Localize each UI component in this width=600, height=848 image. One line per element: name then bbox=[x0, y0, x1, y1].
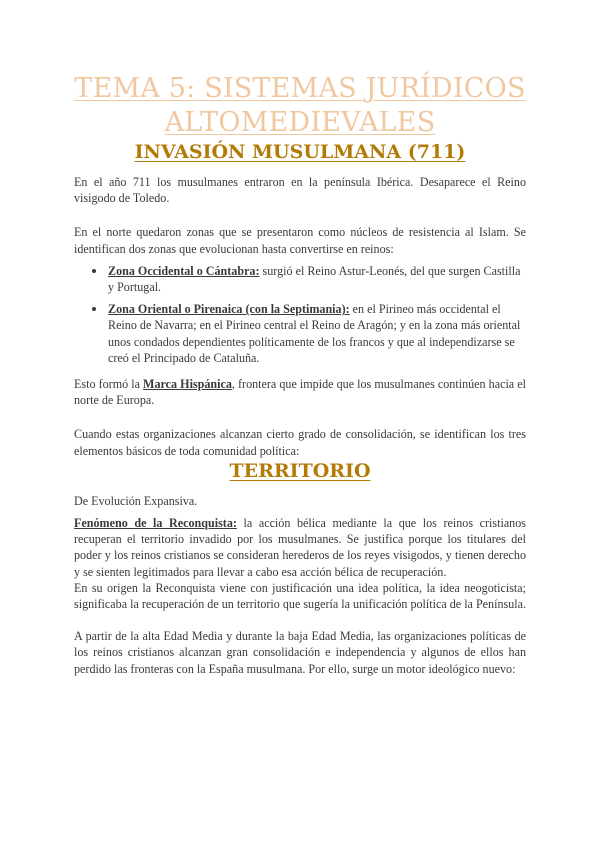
title-line-1: TEMA 5: SISTEMAS JURÍDICOS bbox=[74, 73, 526, 104]
list-item-text: surgió el Reino Astur-Leonés, del que surgen Castilla y Portugal. bbox=[108, 263, 521, 295]
paragraph-neogoticista: En su origen la Reconquista viene con justificación una idea política, la idea neogoticista; significaba la recuperación de un territorio que sugería la unificación política de la Península. bbox=[74, 580, 526, 612]
list-item-zona-oriental bbox=[74, 301, 526, 366]
paragraph-text: Esto formó la bbox=[74, 377, 144, 392]
paragraph-intro: En el año 711 los musulmanes entraron en la península Ibérica. Desaparece el Reino visigodo de Toledo. bbox=[74, 175, 526, 206]
term-zona-oriental: Zona Oriental o Pirenaica (con la Septimania): bbox=[108, 302, 350, 317]
paragraph-reconquista bbox=[74, 515, 526, 580]
zones-list bbox=[74, 263, 526, 366]
paragraph-text: , frontera que impide que los musulmanes continúen hacia el norte de Europa. bbox=[74, 377, 526, 408]
section-heading-invasion: INVASIÓN MUSULMANA (711) bbox=[134, 141, 466, 163]
paragraph-marca-hispanica bbox=[74, 376, 526, 408]
term-zona-occidental: Zona Occidental o Cántabra: bbox=[108, 263, 260, 278]
section-heading-territorio: TERRITORIO bbox=[229, 459, 371, 482]
term-reconquista: Fenómeno de la Reconquista: bbox=[74, 516, 237, 531]
bullet-dot bbox=[92, 269, 96, 273]
document-title bbox=[74, 72, 526, 140]
paragraph-evolucion: De Evolución Expansiva. bbox=[74, 493, 198, 508]
paragraph-edad-media: A partir de la alta Edad Media y durante la baja Edad Media, las organizaciones políticas de los reinos cristianos alcanzan gran consolidación e independencia y algunos de ellos han perdido las fronteras con la España musulmana. Por ello, surge un motor ideológico nuevo: bbox=[74, 629, 526, 676]
term-marca-hispanica: Marca Hispánica bbox=[143, 377, 232, 392]
list-item-zona-occidental bbox=[74, 263, 526, 295]
list-item-text: en el Pirineo más occidental el Reino de Navarra; en el Pirineo central el Reino de Aragón; y en la zona más oriental unos condados dependientes políticamente de los francos y que al independizarse se creó el Principado de Cataluña. bbox=[108, 302, 521, 365]
paragraph-consolidacion: Cuando estas organizaciones alcanzan cierto grado de consolidación, se identifican los tres elementos básicos de toda comunidad política: bbox=[74, 427, 526, 458]
paragraph-resistance: En el norte quedaron zonas que se presentaron como núcleos de resistencia al Islam. Se identifican dos zonas que evolucionan hasta convertirse en reinos: bbox=[74, 225, 526, 256]
bullet-dot bbox=[92, 307, 96, 311]
title-line-2: ALTOMEDIEVALES bbox=[164, 107, 436, 138]
paragraph-text: la acción bélica mediante la que los reinos cristianos recuperan el territorio invadido por los musulmanes. Se justifica porque los titulares del poder y los reinos cristianos se consideran herederos de los reyes visigodos, y tienen derecho y se sienten legitimados para llevar a cabo esa acción bélica de recuperación. bbox=[74, 516, 526, 579]
